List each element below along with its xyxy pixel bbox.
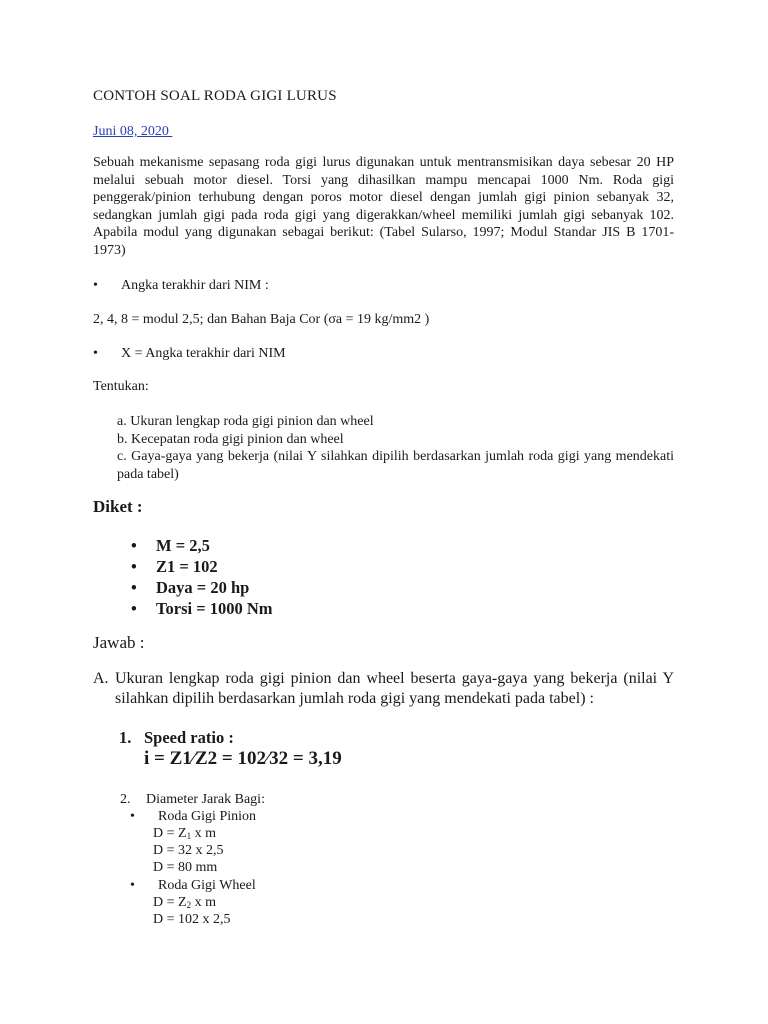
wheel-formula-text: D = Z <box>153 895 187 910</box>
task-list <box>117 413 674 483</box>
bullet-dot: • <box>93 346 98 361</box>
document-title: CONTOH SOAL RODA GIGI LURUS <box>93 88 337 104</box>
diameter-number: 2. <box>120 792 131 807</box>
pinion-calc: D = 32 x 2,5 <box>153 843 224 858</box>
diket-heading: Diket : <box>93 497 143 516</box>
modul-line: 2, 4, 8 = modul 2,5; dan Bahan Baja Cor (σa = 19 kg/mm2 ) <box>93 312 430 327</box>
bullet-dot: • <box>130 878 135 893</box>
wheel-formula-suffix: x m <box>191 895 216 910</box>
speed-ratio-equation: i = Z1⁄Z2 = 102⁄32 = 3,19 <box>144 748 342 769</box>
speed-ratio-label: Speed ratio : <box>144 728 234 747</box>
task-item-c: c. Gaya-gaya yang bekerja (nilai Y silahkan dipilih berdasarkan jumlah roda gigi yang mendekati pada tabel) <box>117 449 674 482</box>
answer-a-text: Ukuran lengkap roda gigi pinion dan wheel beserta gaya-gaya yang bekerja (nilai Y silahkan dipilih berdasarkan jumlah roda gigi yang mendekati pada tabel) : <box>115 670 674 707</box>
bullet-dot: • <box>131 557 137 576</box>
jawab-heading: Jawab : <box>93 633 145 652</box>
bullet-dot: • <box>131 599 137 618</box>
intro-paragraph: Sebuah mekanisme sepasang roda gigi lurus digunakan untuk mentransmisikan daya sebesar 20 HP melalui sebuah motor diesel. Torsi yang dihasilkan mampu mencapai 1000 Nm. Roda gigi penggerak/pinion terhubung dengan poros motor diesel dengan jumlah gigi pinion sebanyak 32, sedangkan jumlah gigi pada roda gigi yang digerakkan/wheel memiliki jumlah gigi sebanyak 102. Apabila modul yang digunakan sebagai berikut: (Tabel Sularso, 1997; Modul Standar JIS B 1701- 1973) <box>93 155 674 258</box>
bullet-dot: • <box>131 536 137 555</box>
task-item-b: b. Kecepatan roda gigi pinion dan wheel <box>117 431 344 447</box>
bullet-x-text: X = Angka terakhir dari NIM <box>121 346 286 361</box>
bullet-nim-text: Angka terakhir dari NIM : <box>121 278 269 293</box>
diket-item-m: M = 2,5 <box>156 536 210 555</box>
pinion-result: D = 80 mm <box>153 860 218 875</box>
wheel-calc: D = 102 x 2,5 <box>153 912 231 927</box>
wheel-formula-subscript: 2 <box>186 900 192 910</box>
diameter-label: Diameter Jarak Bagi: <box>146 792 265 807</box>
answer-a-label: A. <box>93 670 109 687</box>
pinion-formula-subscript: 1 <box>186 831 192 841</box>
post-date-link[interactable]: Juni 08, 2020 <box>93 124 173 139</box>
diket-item-torsi: Torsi = 1000 Nm <box>156 599 273 618</box>
tentukan-label: Tentukan: <box>93 379 149 394</box>
pinion-formula-text: D = Z <box>153 826 187 841</box>
bullet-dot: • <box>130 809 135 824</box>
task-item-a: a. Ukuran lengkap roda gigi pinion dan wheel <box>117 414 374 429</box>
wheel-label: Roda Gigi Wheel <box>158 878 256 893</box>
pinion-label: Roda Gigi Pinion <box>158 809 257 824</box>
wheel-formula <box>153 895 216 912</box>
diket-item-daya: Daya = 20 hp <box>156 578 250 597</box>
speed-ratio-number: 1. <box>119 728 132 747</box>
bullet-dot: • <box>131 578 137 597</box>
diket-item-z1: Z1 = 102 <box>156 557 218 576</box>
bullet-dot: • <box>93 278 98 293</box>
pinion-formula-suffix: x m <box>191 826 216 841</box>
pinion-formula <box>153 826 216 843</box>
